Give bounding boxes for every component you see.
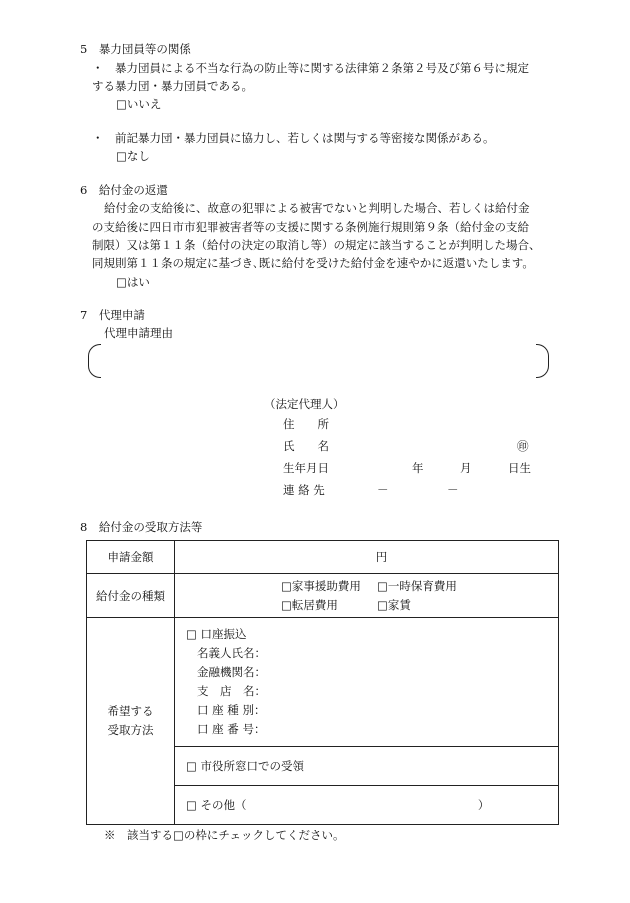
section6-line4: 同規則第１１条の規定に基づき､既に給付を受けた給付金を速やかに返還いたします。 [92,256,534,270]
method-label-line2: 受取方法 [107,723,154,737]
section6-line3: 制限）又は第１１条（給付の決定の取消し等）の規定に該当することが判明した場合、 [92,238,541,252]
section5-title: 5 暴力団員等の関係 [80,42,191,56]
contact-separator-2: － [447,483,459,497]
section8-title: 8 給付金の受取方法等 [80,520,203,534]
section5-item2-checkbox[interactable]: □なし [116,149,150,163]
amount-label: 申請金額 [87,541,175,574]
option-childcare[interactable]: □一時保育費用 [377,578,457,593]
proxy-reason-field[interactable] [102,348,532,374]
other-method-close: ） [477,798,490,812]
section5-item1-line1: ・ 暴力団員による不当な行為の防止等に関する法律第２条第２号及び第６号に規定 [92,61,529,75]
counter-receipt-checkbox[interactable]: □ 市役所窓口での受領 [175,747,559,786]
agent-dob-label: 生年月日 [283,461,329,475]
reason-bracket-right [536,344,549,378]
institution-field[interactable]: 金融機関名： [197,665,266,679]
section6-line1: 給付金の支給後に、故意の犯罪による被害でないと判明した場合、若しくは給付金 [104,201,530,215]
contact-separator-1: － [377,483,389,497]
section6-checkbox[interactable]: □はい [116,275,150,289]
section5-item1-line2: する暴力団・暴力団員である。 [92,79,253,93]
type-options [175,574,559,618]
legal-agent-heading: （法定代理人） [264,397,345,411]
other-method-cell[interactable] [175,786,559,825]
receipt-method-table [86,540,559,825]
account-holder-field[interactable]: 名義人氏名： [197,646,266,660]
bank-transfer-checkbox[interactable]: □ 口座振込 [186,627,247,641]
account-type-field[interactable]: 口 座 種 別： [197,703,266,717]
method-label [87,618,175,825]
type-row [87,574,559,618]
section5-item2-line1: ・ 前記暴力団・暴力団員に協力し、若しくは関与する等密接な関係がある。 [92,131,495,145]
option-relocation[interactable]: □転居費用 [281,597,338,612]
amount-unit: 円 [375,550,388,564]
agent-address-label: 住 所 [283,417,329,431]
type-label: 給付金の種類 [87,574,175,618]
amount-field[interactable] [175,541,559,574]
bank-row [87,618,559,747]
reason-bracket-left [88,344,101,378]
section7-title: 7 代理申請 [80,308,145,322]
option-housekeeping[interactable]: □家事援助費用 [281,578,361,593]
agent-dob-year: 年 [412,461,424,475]
account-number-field[interactable]: 口 座 番 号： [197,722,266,736]
bank-transfer-cell [175,618,559,747]
other-method-checkbox[interactable]: □ その他（ [186,798,247,812]
amount-row [87,541,559,574]
section6-line2: の支給後に四日市市犯罪被害者等の支援に関する条例施行規則第９条（給付金の支給 [92,220,529,234]
option-rent[interactable]: □家賃 [377,597,411,612]
agent-name-label: 氏 名 [283,439,329,453]
method-label-line1: 希望する [107,704,154,718]
agent-dob-month: 月 [460,461,472,475]
section5-item1-checkbox[interactable]: □いいえ [116,97,162,111]
footnote: ※ 該当する□の枠にチェックしてください。 [104,828,345,842]
proxy-reason-label: 代理申請理由 [104,326,173,340]
section6-title: 6 給付金の返還 [80,183,168,197]
branch-field[interactable]: 支 店 名： [197,684,266,698]
seal-mark: ㊞ [517,439,529,453]
agent-contact-label: 連 絡 先 [283,483,325,497]
agent-dob-day: 日生 [508,461,531,475]
